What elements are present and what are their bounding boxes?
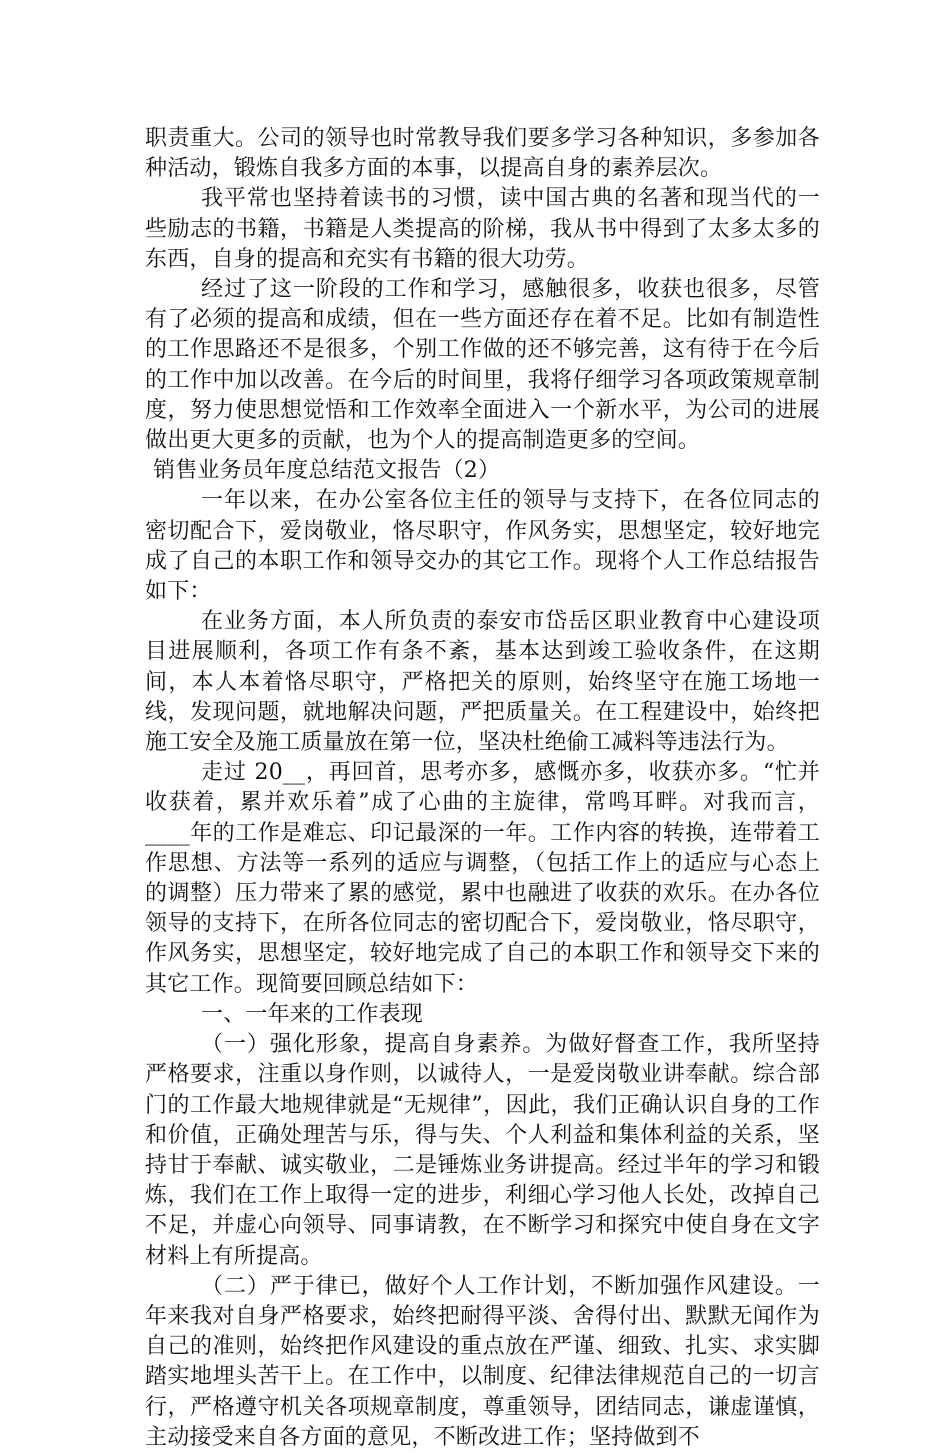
section-heading: 销售业务员年度总结范文报告（2） [153,458,501,484]
paragraph-8: （二）严于律已，做好个人工作计划，不断加强作风建设。一年来我对自身严格要求，始终把耐得平淡、舍得付出、默默无闻作为自己的准则，始终把作风建设的重点放在严谨、细致、扎实、求实脚踏实地埋头苦干上。在工作中，以制度、纪律法律规范自己的一切言行，严格遵守机关各项规章制度，尊重领导，团结同志，谦虚谨慎，主动接受来自各方面的意见，不断改进工作；坚持做到不 [145,1273,820,1450]
paragraph-6: 走过 20__，再回首，思考亦多，感慨亦多，收获亦多。“忙并收获着，累并欢乐着”成了心曲的主旋律，常鸣耳畔。对我而言，____年的工作是难忘、印记最深的一年。工作内容的转换，连带着工作思想、方法等一系列的适应与调整，（包括工作上的适应与心态上的调整）压力带来了累的感觉，累中也融进了收获的欢乐。在办各位领导的支持下，在所各位同志的密切配合下，爱岗敬业，恪尽职守，作风务实，思想坚定，较好地完成了自己的本职工作和领导交下来的其它工作。现简要回顾总结如下： [145,760,820,997]
document-body [145,124,820,1453]
paragraph-2: 我平常也坚持着读书的习惯，读中国古典的名著和现当代的一些励志的书籍，书籍是人类提高的阶梯，我从书中得到了太多太多的东西，自身的提高和充实有书籍的很大功劳。 [145,186,820,272]
paragraph-1: 职责重大。公司的领导也时常教导我们要多学习各种知识，多参加各种活动，锻炼自我多方面的本事，以提高自身的素养层次。 [145,126,820,182]
subheading-work-performance: 一、一年来的工作表现 [201,1001,424,1027]
paragraph-5: 在业务方面，本人所负责的泰安市岱岳区职业教育中心建设项目进展顺利，各项工作有条不紊，基本达到竣工验收条件，在这期间，本人本着恪尽职守，严格把关的原则，始终坚守在施工场地一线，发现问题，就地解决问题，严把质量关。在工程建设中，始终把施工安全及施工质量放在第一位，坚决杜绝偷工减料等违法行为。 [145,609,820,756]
paragraph-4: 一年以来，在办公室各位主任的领导与支持下，在各位同志的密切配合下，爱岗敬业，恪尽职守，作风务实，思想坚定，较好地完成了自己的本职工作和领导交办的其它工作。现将个人工作总结报告如下： [145,488,820,605]
paragraph-3: 经过了这一阶段的工作和学习，感触很多，收获也很多，尽管有了必须的提高和成绩，但在一些方面还存在着不足。比如有制造性的工作思路还不是很多，个别工作做的还不够完善，这有待于在今后的工作中加以改善。在今后的时间里，我将仔细学习各项政策规章制度，努力使思想觉悟和工作效率全面进入一个新水平，为公司的进展做出更大更多的贡献，也为个人的提高制造更多的空间。 [145,277,820,454]
paragraph-7: （一）强化形象，提高自身素养。为做好督查工作，我所坚持严格要求，注重以身作则，以诚待人，一是爱岗敬业讲奉献。综合部门的工作最大地规律就是“无规律”，因此，我们正确认识自身的工作和价值，正确处理苦与乐，得与失、个人利益和集体利益的关系，坚持甘于奉献、诚实敬业，二是锤炼业务讲提高。经过半年的学习和锻炼，我们在工作上取得一定的进步，利细心学习他人长处，改掉自己不足，并虚心向领导、同事请教，在不断学习和探究中使自身在文字材料上有所提高。 [145,1032,820,1269]
